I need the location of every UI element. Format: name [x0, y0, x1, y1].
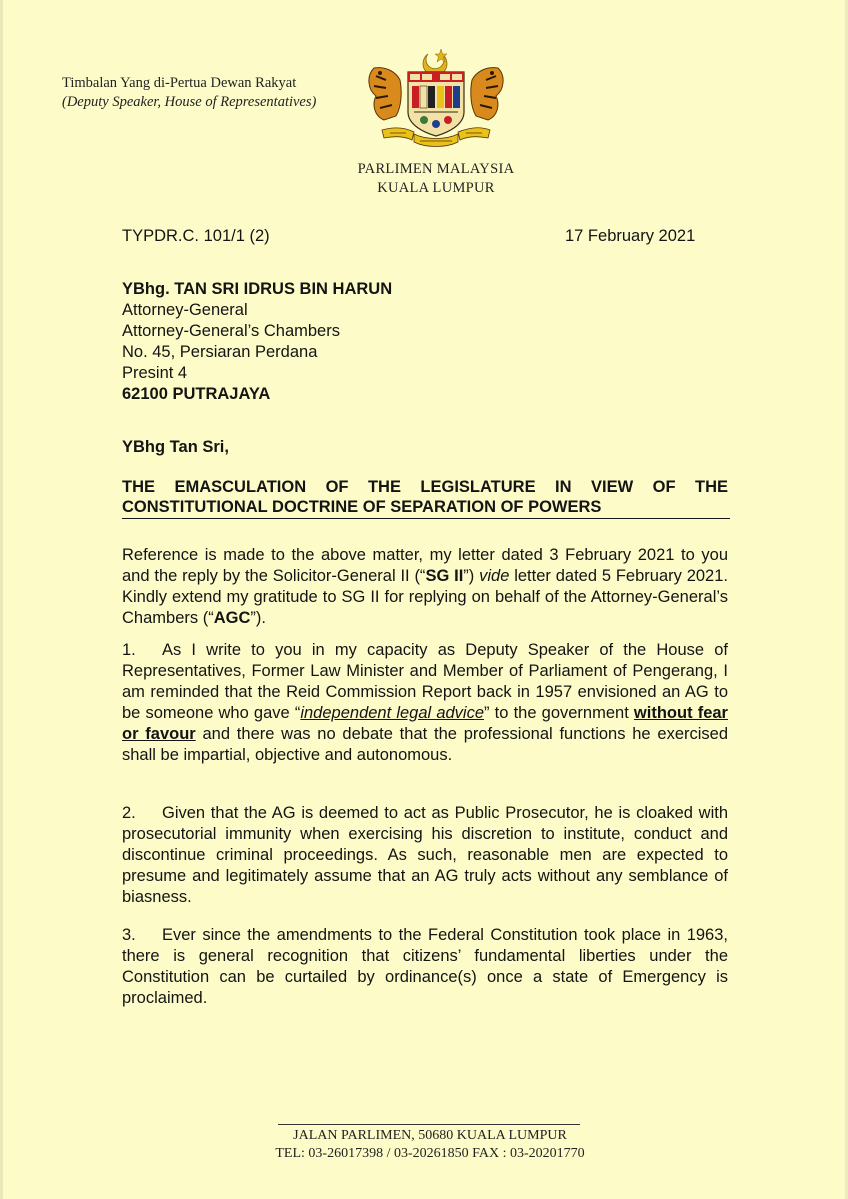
office-title	[62, 74, 316, 112]
addressee-precinct: Presint 4	[122, 364, 188, 382]
paragraph-1-text-3: and there was no debate that the professional functions he exercised shall be impartial, objective and autonomous.	[122, 725, 729, 764]
intro-text-3: letter dated 5 February 2021. Kindly extend my gratitude to SG II for replying on behalf of the Attorney-General’s Chambers (“	[122, 567, 728, 627]
footer-contacts: TEL: 03-26017398 / 03-20261850 FAX : 03-20201770	[275, 1146, 585, 1161]
parliament-address-block	[332, 160, 540, 198]
intro-sg-ii: SG II	[425, 567, 464, 585]
paragraph-1-text-2: ” to the government	[484, 704, 634, 722]
office-title-english: (Deputy Speaker, House of Representatives)	[62, 94, 317, 110]
paragraph-2-number: 2.	[122, 804, 136, 822]
paragraph-3-text: Ever since the amendments to the Federal Constitution took place in 1963, there is general recognition that citizens’ fundamental liberties under the Constitution can be curtailed by ordinance(s) once a state of Emergency is proclaimed.	[122, 926, 728, 1007]
paragraph-1-text-1: As I write to you in my capacity as Deputy Speaker of the House of Representatives, Former Law Minister and Member of Parliament of Pengerang, I am reminded that the Reid Commission Report back in 1957 envisioned an AG to be someone who gave “	[122, 641, 728, 722]
paragraph-2-text: Given that the AG is deemed to act as Public Prosecutor, he is cloaked with prosecutorial immunity when exercising his discretion to institute, conduct and discontinue criminal proceedings. As such, reasonable men are expected to presume and legitimately assume that an AG truly acts without any semblance of biasness.	[122, 804, 728, 906]
footer-divider	[278, 1124, 580, 1125]
paragraph-1	[122, 640, 728, 766]
letter-reference: TYPDR.C. 101/1 (2)	[122, 227, 270, 245]
intro-agc: AGC	[213, 609, 251, 627]
intro-paragraph	[122, 545, 728, 629]
malaysia-coat-of-arms-icon	[356, 46, 516, 150]
addressee-postcode-city: 62100 PUTRAJAYA	[122, 385, 271, 403]
addressee-title: Attorney-General	[122, 301, 248, 319]
office-title-malay: Timbalan Yang di-Pertua Dewan Rakyat	[62, 75, 297, 91]
footer-address: JALAN PARLIMEN, 50680 KUALA LUMPUR	[293, 1128, 567, 1143]
paragraph-1-number: 1.	[122, 641, 136, 659]
footer-block	[250, 1127, 610, 1163]
intro-text-2: ”)	[463, 567, 480, 585]
salutation: YBhg Tan Sri,	[122, 438, 229, 456]
addressee-name: YBhg. TAN SRI IDRUS BIN HARUN	[122, 280, 393, 298]
addressee-office: Attorney-General’s Chambers	[122, 322, 340, 340]
letter-date: 17 February 2021	[565, 227, 696, 245]
paragraph-3-number: 3.	[122, 926, 136, 944]
subject-underline	[122, 518, 730, 519]
paragraph-2	[122, 803, 728, 908]
paragraph-3	[122, 925, 728, 1009]
intro-vide: vide	[479, 567, 510, 585]
institution-city: KUALA LUMPUR	[377, 180, 495, 196]
intro-text-1: Reference is made to the above matter, my letter dated 3 February 2021 to you and the reply by the Solicitor-General II (“	[122, 546, 728, 585]
subject-heading: THE EMASCULATION OF THE LEGISLATURE IN VIEW OF THE CONSTITUTIONAL DOCTRINE OF SEPARATION OF POWERS	[122, 478, 728, 516]
addressee-block	[122, 279, 392, 405]
paragraph-1-independent-advice: independent legal advice	[300, 704, 485, 722]
addressee-street: No. 45, Persiaran Perdana	[122, 343, 318, 361]
institution-name: PARLIMEN MALAYSIA	[357, 161, 515, 177]
paragraph-1-without-fear: without fear or favour	[122, 704, 728, 743]
intro-text-4: ”).	[250, 609, 266, 627]
